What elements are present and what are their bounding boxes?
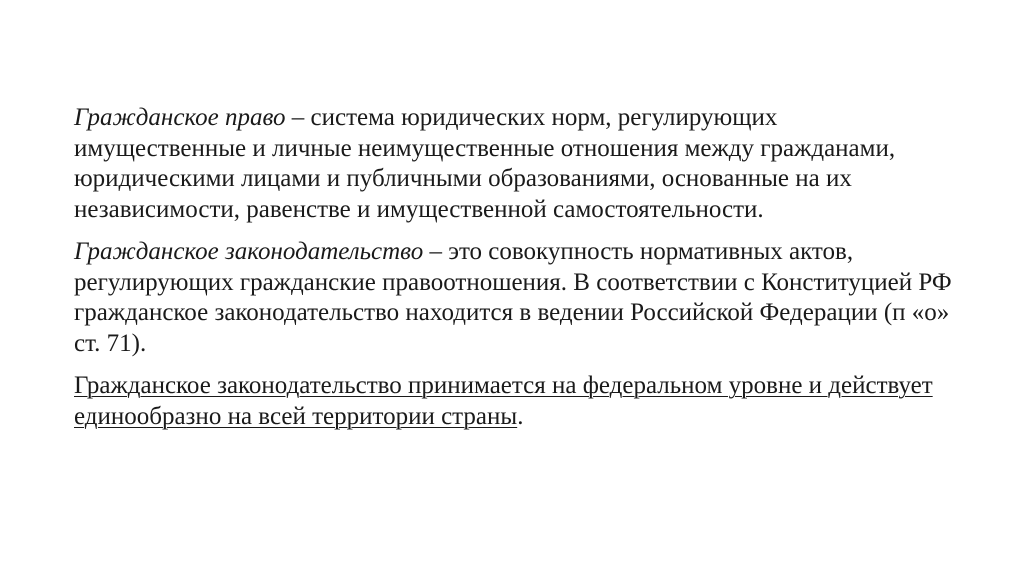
definition-civil-legislation: – это совокупность нормативных актов, регулирующих гражданские правоотношения. В соответствии с Конституцией РФ гражданское законодательство находится в ведении Российской Федерации (п «о» ст. 71). — [74, 238, 952, 357]
definition-civil-law: – система юридических норм, регулирующих имущественные и личные неимущественные отношения между гражданами, юридическими лицами и публичными образованиями, основанные на их независимости, равенстве и имущественной самостоятельности. — [74, 104, 896, 223]
term-civil-law: Гражданское право — [74, 104, 286, 131]
paragraph-civil-law-definition — [74, 103, 954, 225]
term-civil-legislation: Гражданское законодательство — [74, 238, 424, 265]
paragraph-civil-legislation-definition — [74, 237, 954, 359]
paragraph-federal-level — [74, 371, 954, 432]
slide-body — [74, 103, 954, 432]
federal-level-period: . — [517, 402, 524, 430]
federal-level-statement: Гражданское законодательство принимается на федеральном уровне и действует единообразно на всей территории страны — [74, 372, 933, 430]
